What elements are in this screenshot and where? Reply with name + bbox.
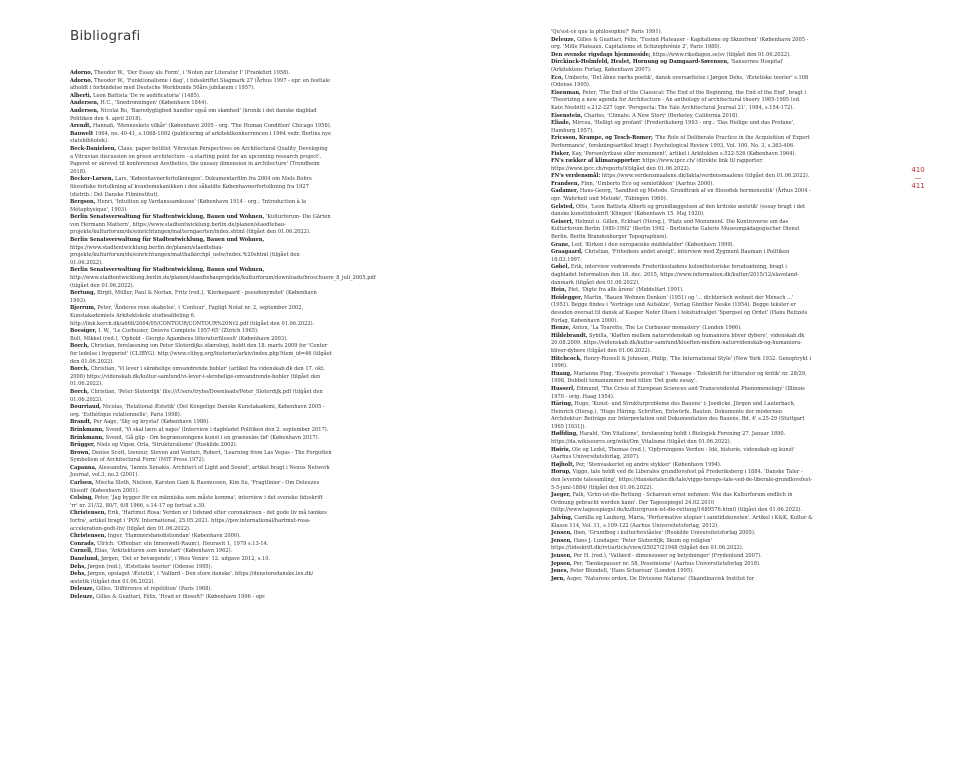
bibliography-entry <box>70 389 332 404</box>
bibliography-entry <box>70 267 376 290</box>
entry-text: Viggo, tale holdt ved de Liberales grundlovsfest på Frederiksberg i 1884. 'Danske Taler - den levende talesamling', https://dansketaler.dk/tale/viggo-horups-tale-ved-de-liberale-grundlovsfest-5-5-juni-1884/ (tilgået den 01.06.2022). <box>551 469 813 491</box>
entry-text: Christian, forelæsning om Peter Sloterdijks sfærologi, holdt den 18. marts 2009 for 'Center for ledelse i byggeriet' (CLIBYG). http://www.clibyg.org/historier/arkiv/index.php?item_id=46 (tilgået den 01.06.2022). <box>70 343 332 365</box>
entry-author: Boesiger, <box>70 328 97 335</box>
entry-text: Jørgen (red.), 'Æstetiske teorier' (Odense 1995). <box>86 563 213 570</box>
bibliography-entry <box>551 576 813 584</box>
entry-text: Edmund, 'The Crisis of European Sciences and Transcendental Phenomenology' (Illinois 1970 - orig. Haag 1954). <box>551 385 805 400</box>
entry-text: Niels og Vigsø, Orla, 'Strukturalisme' (Roskilde 2002). <box>95 442 238 449</box>
entry-author: Andersen, <box>70 107 99 114</box>
entry-author: Jensen, <box>551 537 572 544</box>
entry-author: Danelund, <box>70 556 100 562</box>
entry-author: Berlin Senatsverwaltung für Stadtentwicklung, Bauen und Wohnen, <box>70 214 265 221</box>
entry-author: Conrads, <box>70 540 96 547</box>
entry-text: Elias, 'Arkitekturen som kunstart' (København 1962). <box>92 548 233 555</box>
bibliography-entry <box>551 515 813 530</box>
entry-author: Jones, <box>551 568 569 575</box>
entry-author: Eco, <box>551 74 564 81</box>
bibliography-entry <box>70 336 332 344</box>
entry-text: Harald, 'Om Vitalisme', forelæsning holdt i Biologisk Forening 27. Januar 1890. https://da.wikisource.org/wiki/Om_Vitalisme (tilgået den 01.06.2022). <box>551 431 786 446</box>
bibliography-entry <box>551 333 813 356</box>
bibliography-entry <box>551 431 813 446</box>
entry-author: Højholt, <box>551 461 575 468</box>
entry-text: Per, 'Stenvaskeriet og andre stykker' (København 1994). <box>574 461 722 468</box>
entry-author: Geisert, <box>551 218 574 225</box>
entry-text: Mircea, 'Helligt og profant' (Frederiksberg 1993 - org.: 'Das Heilige und das Profane', Hamburg 1957). <box>551 120 795 134</box>
entry-author: Brown, <box>70 449 91 456</box>
bibliography-entry <box>70 427 332 435</box>
entry-text: Helmut u. Gillen, Eckhart (Hersg.), 'Platz und Monument. Die Kontroverse um das Kulturforum Berlin 1980-1992' (Berlin 1992 - Berlinische Galerie Museumpädagogischer Dienst Berlin. Berlin Brandenburger Topographien). <box>551 218 800 241</box>
entry-author: Bjerrum, <box>70 305 96 312</box>
bibliography-entry <box>551 113 813 121</box>
entry-text: Leon Battista 'De re aedificatoria' (1485). <box>91 92 201 99</box>
entry-author: Den svenske rigsdags hjemmeside; <box>551 51 651 58</box>
bibliography-entry <box>70 328 332 336</box>
entry-text: https://www.stadtentwicklung.berlin.de/planen/staedtebau-projekte/kulturforum/de/einrichtungen/matthaikirchpl_ustw/index.%20shtml (tilgået den 01.06.2022). <box>70 244 300 266</box>
entry-text: Martin, 'Bauen Wohnen Denken' (1951) og '... dichterisch wohnet der Mensch ...' (1951). Begge findes i 'Vorträge und Aufsätze', Verlag Günther Neske (1954). Begge tekster er desuden oversat til dansk af Kasper Nefer Olsen i tekstudvalget 'Spørgsel og Ordet' (Hans Reitzels Forlag, København 2000). <box>551 294 808 324</box>
entry-text: Peter Blundell, 'Hans Scharoun' (London 1995). <box>568 568 694 575</box>
entry-text: Hans-Georg, 'Sandhed og Metode. Grundtræk af en filosofisk hermeneutik' (Århus 2004 - opr. 'Wahrheit und Metode', Tübingen 1960). <box>551 188 811 203</box>
entry-text: Per Aage, 'Sky og krystal' (København 1986). <box>91 419 210 426</box>
entry-author: Graagaard, <box>551 249 583 256</box>
entry-text: Per H. (red.), 'Valfærd - dimensioner og betydninger' (Frydenlund 2007). <box>571 552 762 559</box>
entry-text: https://www.riksdagen.se/sv (tilgået den 01.06.2022). <box>650 51 791 58</box>
entry-author: Brandt, <box>70 419 92 426</box>
bibliography-left-column <box>70 70 376 602</box>
bibliography-entry <box>70 480 332 495</box>
bibliography-entry <box>551 356 813 371</box>
entry-author: Becker-Larsen, <box>70 176 114 183</box>
entry-author: Andersen, <box>70 100 99 107</box>
bibliography-entry <box>551 530 813 538</box>
entry-author: Deleuze, <box>551 36 576 43</box>
entry-text: Erik, 'Hartmut Rosa: Verden er i tidsnød efter coronakrisen - det gode liv må tænkes forfra', artikel bragt i 'POV. International, 25.05.2021. https://pov.international/hartmut-rosa-acceleration-godt-liv/ (tilgået den 01.06.2022). <box>70 510 327 532</box>
bibliography-entry <box>551 386 813 401</box>
bibliography-entry <box>70 435 332 443</box>
entry-text: 'Kulturforum- Die Gärten von Hermann Mattern', https://www.stadtentwicklung.berlin.de/planen/staedtebau-projekte/kulturforum/de/einrichtungen/matterngaerten/index.shtml (tilgået den 01.06.2022). <box>70 214 331 236</box>
bibliography-entry <box>70 442 332 450</box>
entry-text: Per, 'Tænkepauser nr. 58, Pessimisme' (Aarhus Universitetsforlag 2018). <box>571 560 761 567</box>
entry-author: Høiris, <box>551 446 571 453</box>
entry-author: Deleuze, <box>70 586 95 593</box>
entry-text: Ole og Ledet, Thomas (red.), 'Opfyrningens Verden - Idé, historie, videnskab og kunst' (Aarhus Universitetsforlag, 2007). <box>551 446 795 461</box>
bibliography-entry <box>70 146 332 176</box>
bibliography-entry <box>70 564 332 572</box>
entry-author: Carlsen, <box>70 480 94 487</box>
entry-text: Svend, 'Vi skal lære at nøjes' (Interview i dagbladet Politiken den 2. september 2017). <box>104 426 329 433</box>
entry-author: Cornell, <box>70 548 93 555</box>
entry-author: Eisenman, <box>551 89 581 96</box>
entry-text: Ulrich: 'Offenbar: ein Innenwelt-Raum'i, Heuravit 1, 1979 s.13-14. <box>95 540 269 547</box>
entry-text: 'Qu'est-ce que la philosophie?' Paris 1991). <box>551 29 663 35</box>
entry-author: Christensen, <box>70 510 107 517</box>
bibliography-entry <box>70 100 332 108</box>
page-number-left: 410 <box>911 166 925 174</box>
entry-text: I. W., 'Le Corbusier, Oeuvre Complete 1957-65' (Zürich 1965). <box>96 328 259 335</box>
entry-text: https://www.verdensmaalene.dk/fakta/verdensmaalene (tilgået den 01.06.2022). <box>600 173 810 180</box>
entry-text: Marianne Ping, 'Essayets provokat' i 'Passage - Tidsskrift for litteratur og kritik' nr. 28/29, 1998. Dobbelt temanummer med titlen 'Det gode essay'. <box>551 370 807 385</box>
entry-text: 1964, no. 40-41, s.1068-1092 (publicering af arkitektkonkurrencen i 1964 vedr. Berlins nye statsbibliotek). <box>70 130 332 145</box>
entry-text: https://www.ipcc.ch/ (direkte link til rapporter: https://www.ipcc.ch/reports/)(tilgået den 01.06.2022). <box>551 158 764 172</box>
entry-author: FN's rækker af klimarapporter: <box>551 158 641 165</box>
entry-text: Peter, 'Ånderes rene skabelse', i 'Contour', Fagligt Notat nr. 2, september 2002, Kunstakademiets Arkitektskole studieafdeling 6. http://link.kerch.dk/a668/2004/05/CONTOUR/CONTOUR%20Nr2.pdf (tilgået den 01.06.2022). <box>70 305 315 327</box>
bibliography-entry <box>551 492 813 515</box>
entry-author: FN's verdensmål: <box>551 173 601 180</box>
bibliography-entry <box>70 78 332 93</box>
entry-author: Dehs, <box>70 563 87 570</box>
entry-author: Berlin Senatsverwaltung für Stadtentwicklung, Bauen und Wohnen, <box>70 237 265 244</box>
entry-text: Gilles, 'Différence et répétition' (Paris 1968). <box>94 586 213 593</box>
entry-author: Jaeger, <box>551 492 571 499</box>
bibliography-entry <box>70 123 332 131</box>
bibliography-entry <box>551 447 813 462</box>
entry-author: Adorno, <box>70 70 93 76</box>
entry-text: Jørgen, opslaget 'Æstetik', i 'Valførd - Den store danske'. https://denstoredanske.lex.dk/æstetik (tilgået den 01.06.2022). <box>70 571 314 585</box>
bibliography-entry <box>551 158 813 173</box>
bibliography-entry <box>70 305 332 328</box>
entry-author: Beck-Danielsen, <box>70 145 117 152</box>
bibliography-entry <box>551 242 813 250</box>
entry-text: Iben, 'Grundbog i kulturforståelse' (Roskilde Universitetsforlag 2005). <box>571 530 756 537</box>
entry-author: Henze, <box>551 325 571 332</box>
entry-author: Bauwelt <box>70 130 94 137</box>
bibliography-entry <box>551 52 813 60</box>
bibliography-entry <box>70 343 332 366</box>
bibliography-entry <box>70 176 332 199</box>
bibliography-entry <box>551 568 813 576</box>
bibliography-entry <box>551 553 813 561</box>
entry-author: Eliade, <box>551 120 571 127</box>
entry-author: Frandsen, <box>551 180 580 187</box>
entry-author: Jalving, <box>551 515 573 521</box>
bibliography-entry <box>551 204 813 219</box>
entry-author: Hein, <box>551 287 567 294</box>
entry-text: H.C., 'Snedronningen' (København 1844). <box>98 100 208 107</box>
entry-text: Mischa Sloth, Nielsen, Karsten Gam & Rasmussen, Kim Su, 'Fragtlinier - Om Deleuzes filosofi' (København 2001). <box>70 480 320 494</box>
bibliography-entry <box>70 548 332 556</box>
entry-author: Brinkmann, <box>70 426 105 433</box>
entry-text: Charles, 'Climate: A New Story' (Berkeley, California 2018). <box>582 112 739 119</box>
bibliography-entry <box>70 556 332 564</box>
entry-text: Lars, 'Københavnerfortolkningen'. Dokumentarfilm fra 2004 om Niels Bohrs filosofiske fortolkning af kvantemekanikken i den såkaldte Københavnerfortolkning fra 1927 (distrib.: Det Danske Filminstitut). <box>70 176 312 198</box>
entry-author: Jepsen, <box>551 560 572 567</box>
entry-text: Henry-Russell & Johnson, Philip, 'The International Style' (New York 1932. Genoptrykt i 1996). <box>551 355 811 370</box>
entry-author: Eisenstein, <box>551 112 583 119</box>
bibliography-entry <box>70 199 332 214</box>
entry-author: Bergson, <box>70 199 96 206</box>
bibliography-entry <box>551 249 813 264</box>
entry-author: Gøbel, <box>551 264 570 271</box>
bibliography-entry <box>551 59 813 74</box>
entry-author: Gadamer, <box>551 188 579 195</box>
entry-author: Brügger, <box>70 442 96 449</box>
entry-text: Nicolas, 'Relational Æstetik' (Det Kongelige Danske Kunstakademi, København 2005 - org. 'Esthétique relationnelle', Paris 1998). <box>70 404 325 418</box>
entry-author: Bertung, <box>70 290 96 297</box>
bibliography-entry <box>551 219 813 242</box>
entry-author: Dehs, <box>70 571 87 578</box>
bibliography-entry <box>70 366 332 389</box>
bibliography-entry <box>551 538 813 553</box>
entry-author: Bourriaud, <box>70 404 102 411</box>
entry-author: Høffding, <box>551 431 578 438</box>
entry-text: Otto, 'Leon Battista Alberti og grundlæggelsen af den kritiske æstetik' (essay bragt i det danske kunsttidsskrift 'Klingen' (København 15. Maj 1920). <box>551 203 806 218</box>
entry-text: Inger, 'Hammershøisdistiondan' (København 2000). <box>106 533 241 540</box>
entry-author: Borch, <box>70 388 89 395</box>
entry-author: Hitchcock, <box>551 355 582 362</box>
page-number <box>906 166 930 190</box>
entry-text: Theodor W., 'Der Essay als Form', i 'Noten zur Literatur I' (Frankfurt 1958). <box>92 70 290 76</box>
entry-text: Christian, 'Peter Sloterdijk' file:///Users/trybo/Downloads/Peter_Sloterdijk.pdf (tilgået den 01.06.2022). <box>70 388 323 403</box>
bibliography-entry <box>551 469 813 492</box>
entry-text: Jørgen, 'Det er bevægende', i Weis Venire' 12. udgave 2012, s.10. <box>99 556 271 562</box>
bibliography-entry <box>551 135 813 150</box>
bibliography-entry <box>70 594 332 602</box>
bibliography-entry <box>70 70 332 78</box>
bibliography-entry <box>551 371 813 386</box>
bibliography-entry <box>70 404 332 419</box>
entry-author: Horup, <box>551 469 571 476</box>
entry-author: Alberti, <box>70 92 92 99</box>
bibliography-entry <box>551 401 813 431</box>
entry-text: Denise Scott, Izenour, Steven and Venturi, Robert, 'Learning from Las Vegas - The Forgotten Symbolism of Architectural Form' (MIT Press 1972). <box>70 449 332 464</box>
entry-text: 'The Role of Deliberate Practice in the Acquisition of Expert Performance', forskningsartikel bragt i Psychological Review 1993, Vol. 100. No. 3, s.363-406. <box>551 135 810 149</box>
bibliography-entry <box>551 325 813 333</box>
entry-author: Häring, <box>551 401 573 408</box>
entry-text: Gilles & Guattari, Félix, 'Tusind Plateauer - Kapitalisme og Skizofreni' (København 2005 - org. 'Mille Plateaux. Capitalisme et Schizophrénie 2', Paris 1980). <box>551 36 809 51</box>
entry-text: Umberto, 'Det åbne værks poetik', dansk oversættelse i Jørgen Dehs, 'Æstetiske teorier' s.108 (Odense 1995). <box>551 74 809 89</box>
entry-text: Hugo, 'Kunst- und Strukturprobleme des Bauens' i; Joedicke, Jürgen und Lauterbach, Heinrich (Hersg.), 'Hugo Häring. Schriften, Entwürfe, Bauten. Dokumente der modernen Architektur: Beiträge zur Interpretation und Dokumentation des Bauens, Bd. 4' s.25-29 (Stuttgart 1965 [1931]). <box>551 401 805 430</box>
bibliography-entry <box>551 90 813 113</box>
bibliography-entry <box>70 533 332 541</box>
entry-text: Camilla og Lauberg, Maria, 'Performative utopier i samtidskunsten'. Artikel i K&K, Kultur & Klasse 114, Vol. 11, s.109-122 (Aarhus Universitetsforlag, 2012). <box>551 515 813 529</box>
entry-author: Berlin Senatsverwaltung für Stadtentwicklung, Bauen und Wohnen, <box>70 267 265 274</box>
entry-author: Borch, <box>70 343 89 350</box>
entry-author: Celsing, <box>70 495 94 502</box>
bibliography-entry <box>551 75 813 90</box>
entry-text: Falk, 'Grün-ist-die-Rettung - Scharoun ernst nehmen: Wie das Kulturforum endlich in Ordnung gebracht werden kann'. Der Tagesspiegel 24.02.2010 (http://www.tagesspiegel.de/kultur/gruen-ist-die-rettung/1689576.html) (tilgået den 01.06.2022). <box>551 492 802 514</box>
entry-text: Asger, 'Naturens orden, De Divisione Naturae' (Skandinavisk Institut for <box>564 575 755 582</box>
bibliography-right-column <box>551 29 813 583</box>
entry-author: Capanna, <box>70 464 97 471</box>
entry-text: Henri, 'Intuition og Vardanssamkusse' (København 1914 - org.: 'Introduction à la Métaphysique', 1903). <box>70 199 307 213</box>
entry-text: Bolt, Mikkel (red.), 'Ophold - Giorgio Agambens litteraturfilosofi' (København 2003). <box>70 335 288 342</box>
entry-text: Erik, interview vedrørende Frederiksstadens kolonihistoriske forudsætning, bragt i dagbladet Information den 18. dec. 2015, https://www.information.dk/kultur/2015/12/slaveland-danmark (tilgået den 01.06.2022). <box>551 264 799 286</box>
bibliography-entry <box>70 290 332 305</box>
entry-text: Hannah, 'Menneskets vilkår' (København 2005 - org. 'The Human Condition' Chicago 1958). <box>91 123 332 130</box>
bibliography-entry <box>70 419 332 427</box>
entry-text: Birgit, Müller, Paul & Norlan, Fritz (red.), 'Kierkegaard - pseudonymitet' (København 1993). <box>70 290 317 304</box>
entry-author: Brinkmann, <box>70 434 105 441</box>
entry-author: Deleuze, <box>70 593 95 600</box>
page-title: Bibliografi <box>70 28 141 44</box>
bibliography-entry <box>551 29 813 37</box>
page-number-separator: — <box>914 174 922 182</box>
entry-author: Christensen, <box>70 533 107 540</box>
page-number-right: 411 <box>911 182 925 190</box>
entry-author: Borch, <box>70 366 89 373</box>
bibliography-entry <box>70 214 332 237</box>
bibliography-entry <box>551 188 813 203</box>
entry-text: Sybilla, 'Kløften mellem naturvidenskab og humaniora bliver dybere', videnskab.dk 20.08.2009. https://videnskab.dk/kultur-samfund/kloeften-mellem-naturvidenskab-og-humaniora-bliver-dybere (tilgået den 01.06.2022). <box>551 332 805 354</box>
bibliography-entry <box>551 173 813 181</box>
bibliography-entry <box>551 295 813 325</box>
entry-text: Peter, 'Jag bygger för en människa som måste komma', interview i det svenske tidsskrift 'rr' nr. 31/32, 80/7, 6/8 1966, s.14-17 og fortsat s.39. <box>70 495 323 509</box>
entry-text: Anton, 'La Tourette, The Le Corbusier monastery' (London 1966). <box>570 325 742 332</box>
bibliography-entry <box>70 131 332 146</box>
entry-author: Adorno, <box>70 77 93 84</box>
entry-text: Nicolai Bo, 'Bæredygtighed handler også om skønhed' (kronik i det danske dagblad Politiken den 4. april 2018). <box>70 107 317 122</box>
entry-author: Huang, <box>551 370 572 377</box>
entry-text: Alessandra, 'Iannis Xenakis. Architect of Light and Sound', artikel bragt i Nexus Network Journal, vol.3, no.2 (2001). <box>70 464 330 479</box>
bibliography-entry <box>551 151 813 159</box>
entry-text: Hans J. Lundager, 'Peter Sloterdijk; Skum og religion' https://tidsskrift.dk/rvt/article/view/25027/21948 (tilgået den 01.06.2022). <box>551 537 744 552</box>
entry-text: Claus, paper betitlet 'Vitruvian Perspectives on Architectural Quality_Developing a Vitruvian discussion on green architecture - a starting point for an upcoming research project'. Paperet er skrevet til konferencen Aesthetics, the uneasy dimension in architecture' (Trondheim 2018). <box>70 145 328 175</box>
entry-text: Theodor W., 'Funktionalisme i dag', i tidsskriftet Slagmark 27 (Århus 1997 - opr. en festtale afholdt i forbindelse med Deutsche Werkbunds 50års jubilæum i 1957). <box>70 77 331 92</box>
entry-author: Jørn, <box>551 575 565 582</box>
entry-author: Fisker, <box>551 150 571 157</box>
entry-text: Peter, 'The End of the Classical: The End of the Beginning, the End of the End', bragt i 'Theorizing a new agenda for Architecture - An anthology of architectural theory 1965-1995 (ed. Kate Nesbitt) s.212-227 (opr. 'Perspecta: The Yale Architectural Journal 21', 1984, s.154-172). <box>551 89 807 111</box>
bibliography-entry <box>70 571 332 586</box>
bibliography-entry <box>70 586 332 594</box>
bibliography-entry <box>70 465 332 480</box>
entry-author: Heidegger, <box>551 294 583 301</box>
bibliography-entry <box>551 120 813 135</box>
entry-text: Piet, 'Digte fra alle årene' (Middelfart 1991). <box>566 287 684 294</box>
entry-author: Arendt, <box>70 123 92 130</box>
entry-text: Christian, 'Vi lever i skrøbelige omvandrende bobler' (artikel fra videnskab.dk den 17. okt. 2008) https://videnskab.dk/kultur-samfund/vi-lever-i-skrobelige-omvandrende-bobler (tilgået den 01.06.2022). <box>70 366 325 388</box>
bibliography-entry <box>70 510 332 533</box>
bibliography-entry <box>70 237 332 267</box>
entry-text: 'Sansernes Hospital' (Arkitektens Forlag, København 2007). <box>551 59 784 73</box>
entry-author: Gelsted, <box>551 203 575 210</box>
entry-author: Jensen, <box>551 552 572 559</box>
entry-text: Gilles & Guattari, Félix, 'Hvad er filosofi?' (København 1996 - opr. <box>94 593 266 600</box>
entry-text: http://www.stadtentwicklung.berlin.de/planen/staedtebauprojekte/kulturforum/downloads/broschuere_8_juli_2005.pdf (tilgået den 01.06.2022). <box>70 275 376 289</box>
entry-text: Kay, 'Personlyrkuse eller monument', artikel i Arkitekten s.522-526 (København 1964). <box>570 150 797 157</box>
entry-author: Hildebrandt, <box>551 332 588 339</box>
bibliography-entry <box>551 264 813 287</box>
bibliography-entry <box>551 37 813 52</box>
entry-author: Grane, <box>551 241 571 248</box>
entry-text: Christian, 'Frihedens andet ansigt', interview med Zygmunt Bauman i Politiken 16.03.1997. <box>551 249 790 263</box>
entry-author: Dirckinck-Holmfeld, Heslet, Hornung og Damgaard-Sørensen, <box>551 59 729 66</box>
bibliography-entry <box>70 495 332 510</box>
bibliography-entry <box>70 450 332 465</box>
entry-author: Jensen, <box>551 530 572 537</box>
bibliography-entry <box>70 108 332 123</box>
bibliography-entry <box>551 287 813 295</box>
entry-text: Svend, 'Gå glip - Om begrænsningens kunst i en grænseløs tid' (København 2017). <box>104 434 320 441</box>
entry-text: Leif, 'Kirken i den europæiske middelalder' (København 1999). <box>570 241 735 248</box>
entry-author: Husserl, <box>551 385 575 392</box>
entry-text: Finn, 'Umberto Eco og semiotikken' (Aarhus 2000). <box>579 180 714 187</box>
entry-author: Ericsson, Krampe, og Tesch-Romer; <box>551 135 653 142</box>
